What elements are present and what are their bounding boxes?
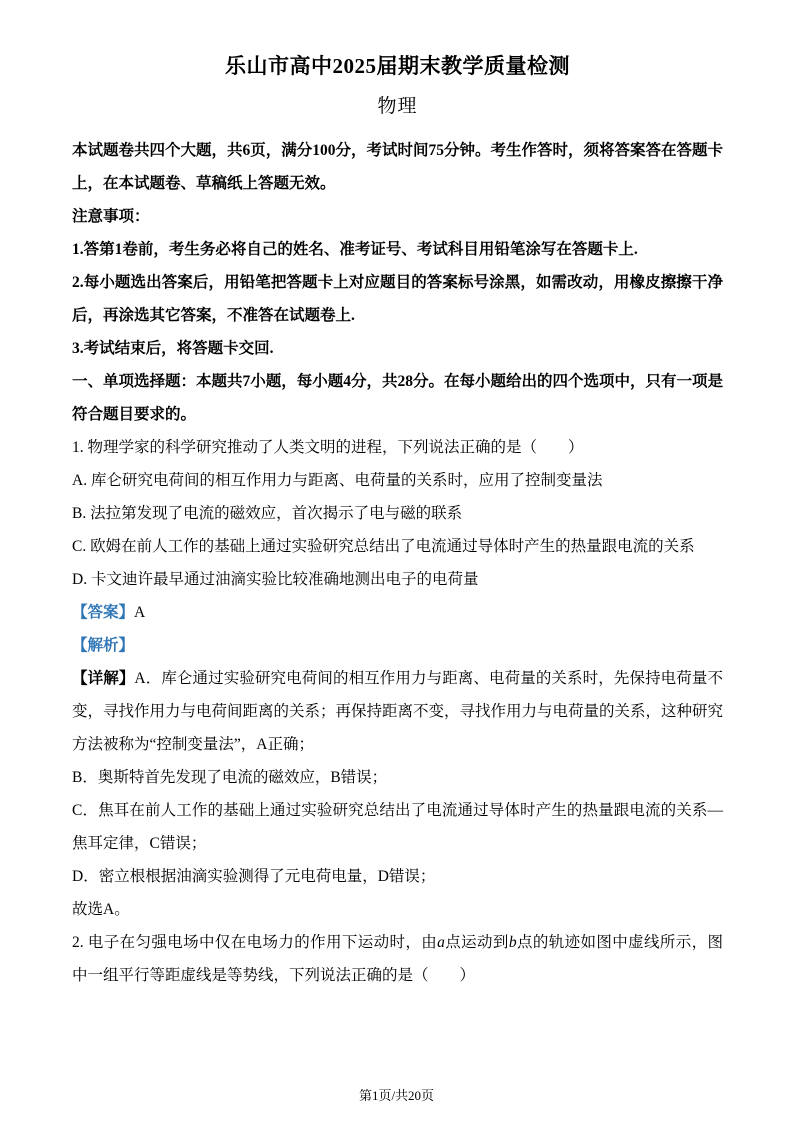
q1-option-d: D. 卡文迪许最早通过油滴实验比较准确地测出电子的电荷量 [72,571,479,588]
q1-conclusion: 故选A。 [72,901,130,918]
answer-value: A [134,604,146,621]
answer-label: 【答案】 [72,604,135,621]
q1-option-a: A. 库仑研究电荷间的相互作用力与距离、电荷量的关系时，应用了控制变量法 [72,472,603,489]
q1-detail-c: C．焦耳在前人工作的基础上通过实验研究总结出了电流通过导体时产生的热量跟电流的关系—焦耳定律，C错误； [72,802,723,852]
q2-stem-part: 点的轨迹如图中虚线所示，图中一组平行等距虚线是等势线，下列说法正确的是（ ） [72,934,723,984]
note-1: 1.答第1卷前，考生务必将自己的姓名、准考证号、考试科目用铅笔涂写在答题卡上. [72,241,638,258]
q2-stem-part: 2. 电子在匀强电场中仅在电场力的作用下运动时，由 [72,934,438,951]
q2-var-b: b [508,934,517,951]
q2-stem [72,926,723,992]
section-heading: 一、单项选择题：本题共7小题，每小题4分，共28分。在每小题给出的四个选项中，只有一项是符合题目要求的。 [72,373,724,423]
detail-text-a: A．库仑通过实验研究电荷间的相互作用力与距离、电荷量的关系时，先保持电荷量不变，寻找作用力与电荷间距离的关系；再保持距离不变，寻找作用力与电荷量的关系，这种研究方法被称为“控制变量法”，A正确； [72,670,724,753]
q1-detail-b: B．奥斯特首先发现了电流的磁效应，B错误； [72,769,388,786]
q1-option-b: B. 法拉第发现了电流的磁效应，首次揭示了电与磁的联系 [72,505,463,522]
page-footer: 第1页/共20页 [358,1088,435,1103]
doc-subject: 物理 [377,96,418,117]
detail-label: 【详解】 [72,670,135,687]
note-2: 2.每小题选出答案后，用铅笔把答题卡上对应题目的答案标号涂黑，如需改动，用橡皮擦擦干净后，再涂选其它答案，不准答在试题卷上. [72,274,723,324]
exam-intro: 本试题卷共四个大题，共6页，满分100分，考试时间75分钟。考生作答时，须将答案答在答题卡上，在本试题卷、草稿纸上答题无效。 [72,142,724,192]
q1-analysis-line [72,629,723,662]
note-3: 3.考试结束后，将答题卡交回. [72,340,274,357]
q2-var-a: a [437,934,445,951]
doc-title: 乐山市高中2025届期末教学质量检测 [225,54,570,78]
analysis-label: 【解析】 [72,637,135,654]
q2-stem-part: 点运动到 [444,934,509,951]
q1-option-c: C. 欧姆在前人工作的基础上通过实验研究总结出了电流通过导体时产生的热量跟电流的关系 [72,538,695,555]
q1-stem: 1. 物理学家的科学研究推动了人类文明的进程，下列说法正确的是（ ） [72,439,584,456]
q1-detail-a [72,662,723,761]
q1-answer-line [72,596,723,629]
q1-detail-d: D．密立根根据油滴实验测得了元电荷电量，D错误； [72,868,436,885]
notes-heading: 注意事项： [72,208,150,225]
